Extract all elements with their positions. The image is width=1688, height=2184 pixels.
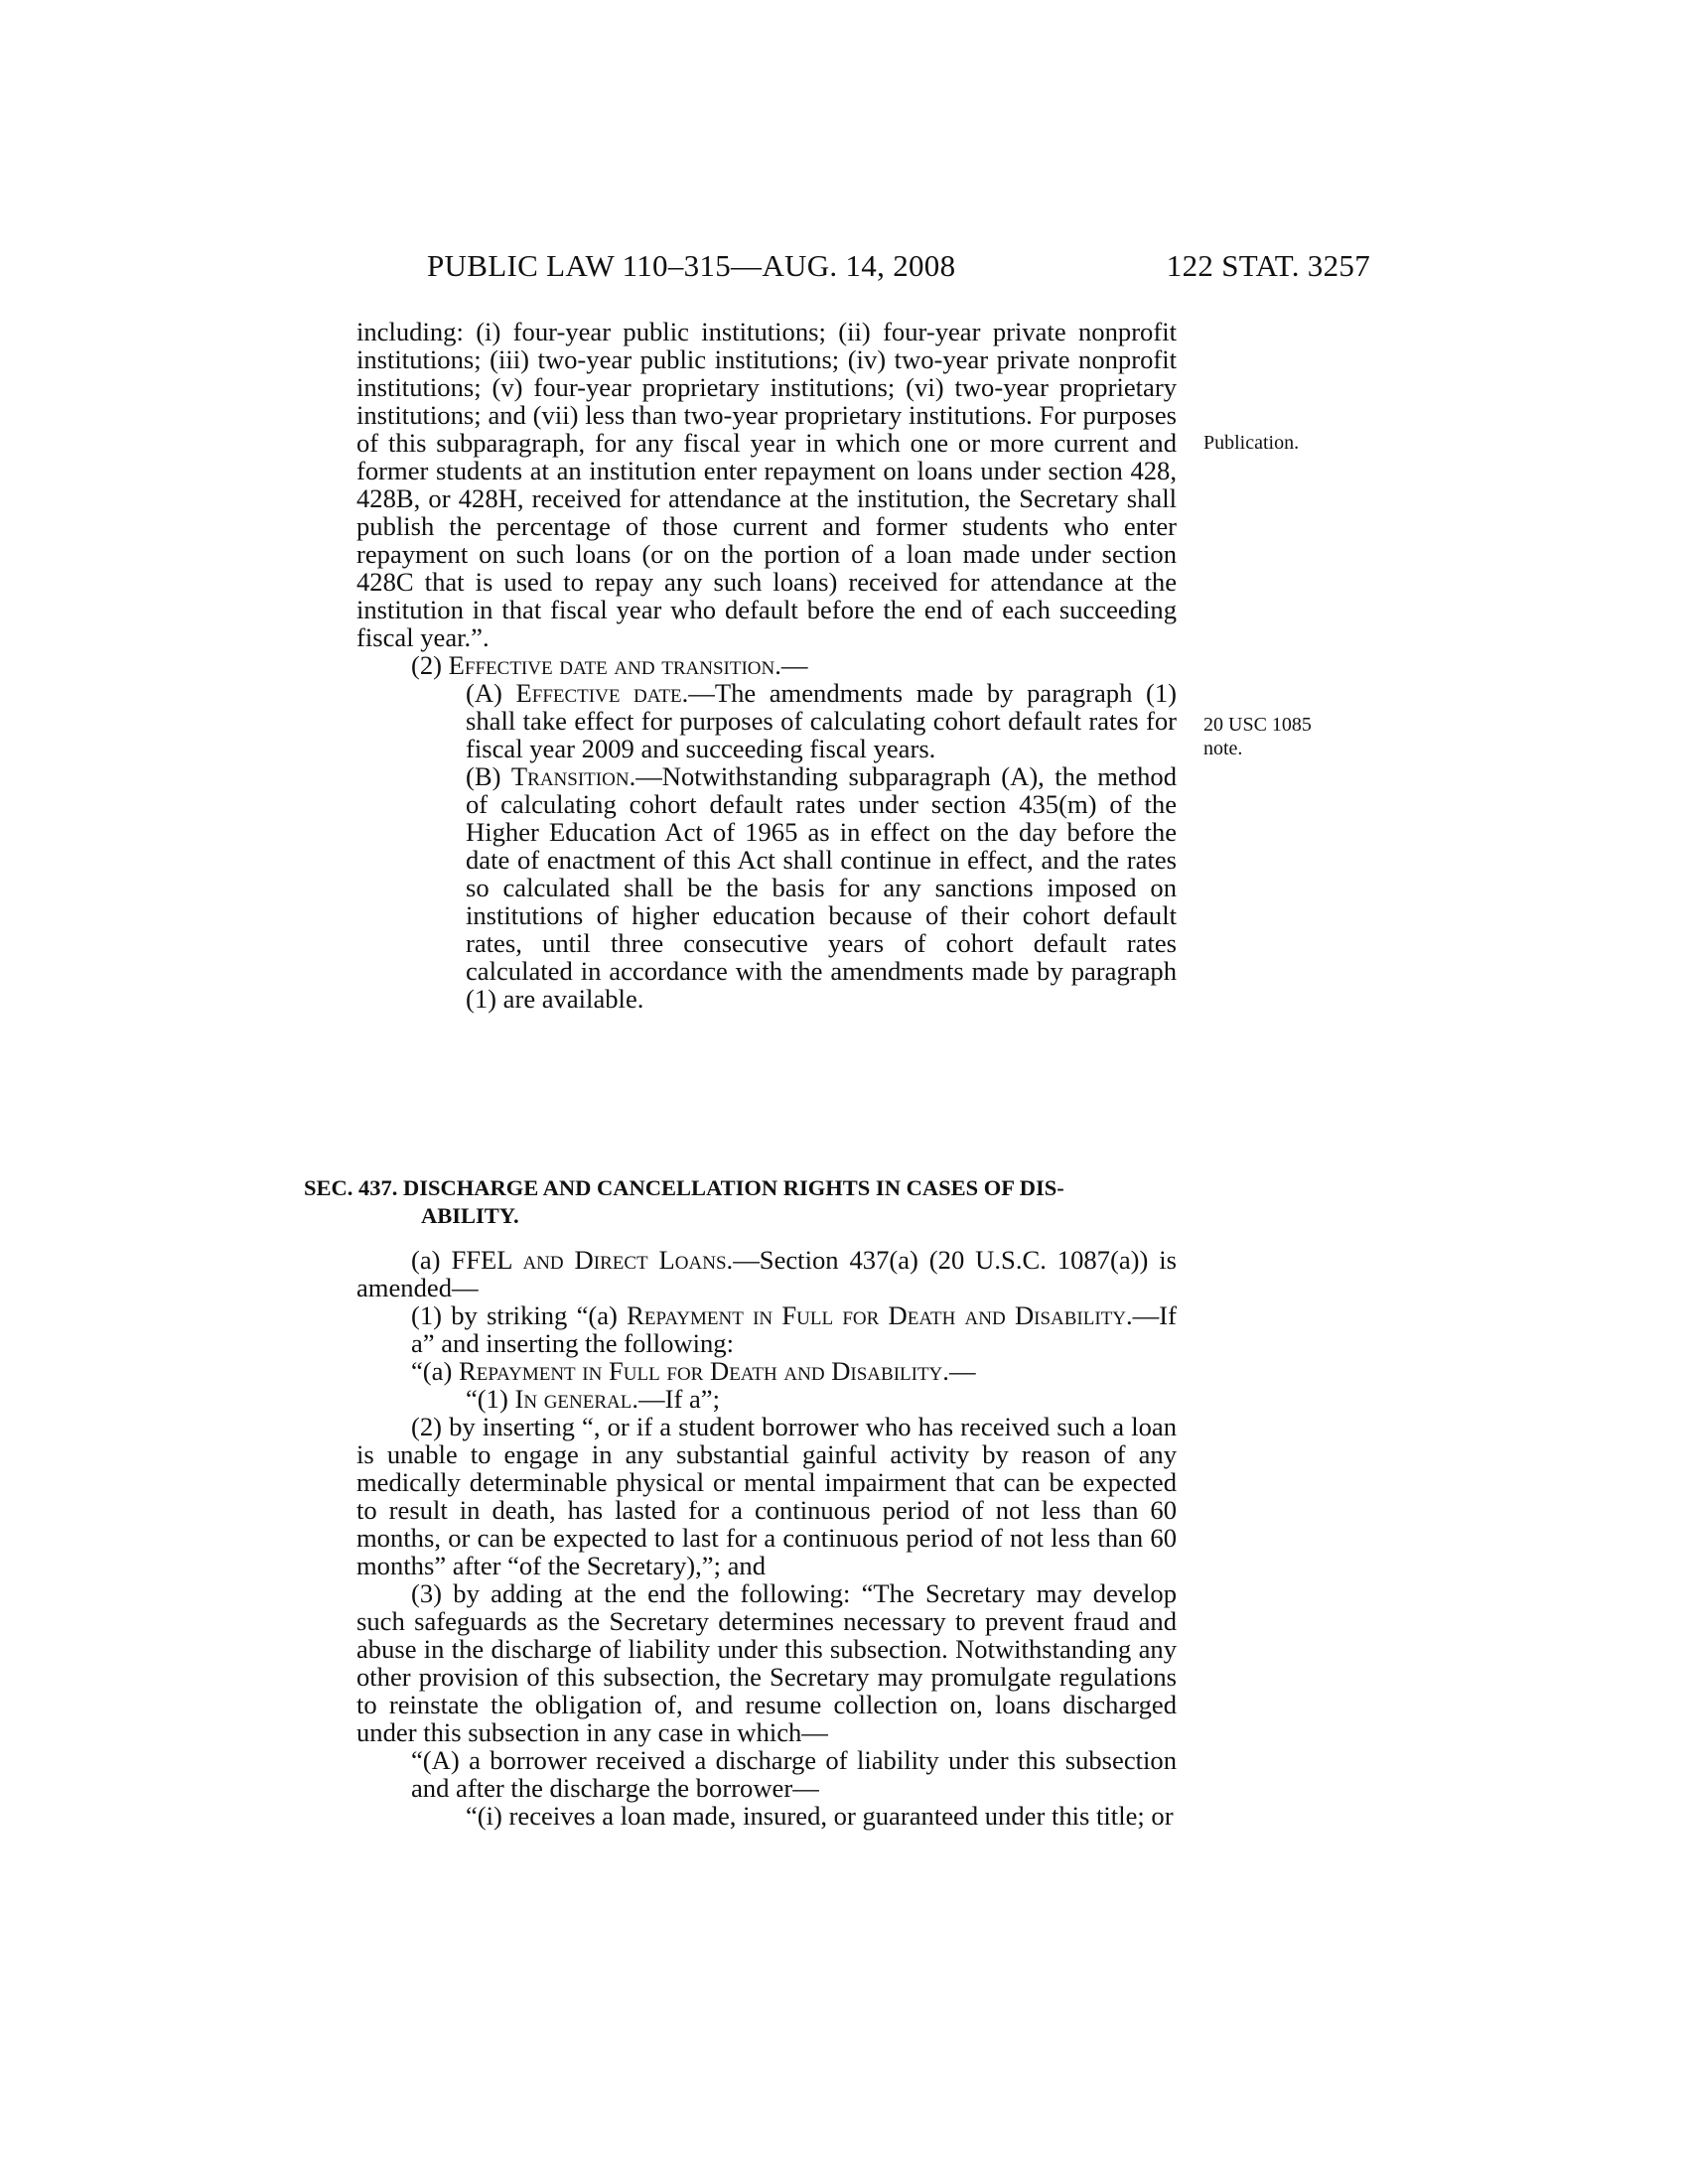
- quoted-paragraph-1-in-general: [356, 1385, 1177, 1413]
- para-heading: Effective date: [515, 678, 682, 708]
- para-heading: Repayment in Full for Death and Disability: [627, 1300, 1127, 1330]
- para-heading: Repayment in Full for Death and Disability: [458, 1356, 943, 1386]
- para-dash: .—: [774, 650, 808, 680]
- text-block-cohort-default: [356, 318, 1177, 1013]
- paragraph-text: including: (i) four-year public institutions; (ii) four-year private nonprofit institutions; (iii) two-year public institutions; (iv) two-year private nonprofit institutions; (v) four-year proprietary institutions; (vi) two-year proprietary institutions; and (vii) less than two-year proprietary institutions. For purposes of this subparagraph, for any fiscal year in which one or more current and former students at an institution enter repayment on loans under section 428, 428B, or 428H, received for attendance at the institution, the Secretary shall publish the percentage of those current and former students who enter repayment on such loans (or on the portion of a loan made under section 428C that is used to repay any such loans) received for attendance at the institution in that fiscal year who default before the end of each succeeding fiscal year.”.: [356, 317, 1177, 652]
- paragraph-2-effective-date-and-transition: [356, 651, 1177, 679]
- paragraph-text: “(i) receives a loan made, insured, or guaranteed under this title; or: [466, 1801, 1174, 1831]
- section-heading-line2: ABILITY.: [421, 1203, 519, 1228]
- para-heading: FFEL and Direct Loans: [451, 1245, 727, 1275]
- paragraph-2-inserting: [356, 1413, 1177, 1579]
- paragraph-1-striking: [356, 1301, 1177, 1357]
- paragraph-text: “(A) a borrower received a discharge of liability under this subsection and after the discharge the borrower—: [411, 1745, 1177, 1803]
- header-stat-page: 122 STAT. 3257: [1166, 248, 1370, 283]
- margin-note-publication: Publication.: [1203, 432, 1300, 454]
- subparagraph-b-transition: [356, 762, 1177, 1013]
- section-heading-line1: SEC. 437. DISCHARGE AND CANCELLATION RIGHTS IN CASES OF DIS-: [304, 1175, 1064, 1200]
- quoted-clause-i: [466, 1802, 1177, 1830]
- para-heading: In general: [514, 1384, 633, 1414]
- paragraph-3-adding: [356, 1579, 1177, 1746]
- quoted-subparagraph-a: [411, 1746, 1177, 1802]
- para-number: (A): [466, 678, 516, 708]
- para-number: (a): [411, 1245, 452, 1275]
- paragraph-text: (1) by striking “(a): [411, 1300, 628, 1330]
- paragraph-institution-types: [356, 318, 1177, 651]
- section-heading: [304, 1174, 1177, 1230]
- paragraph-text: (2) by inserting “, or if a student borrower who has received such a loan is unable to engage in any substantial gainful activity by reason of any medically determinable physical or mental impairment that can be expected to result in death, has lasted for a continuous period of not less than 60 months, or can be expected to last for a continuous period of not less than 60 months” after “of the Secretary),”; and: [356, 1412, 1177, 1580]
- margin-note-usc-citation: [1203, 713, 1312, 760]
- page-header: [427, 248, 1370, 288]
- para-number: “(1): [466, 1384, 515, 1414]
- paragraph-text: .—If a”;: [632, 1384, 720, 1414]
- usc-citation-line1: 20 USC 1085: [1203, 714, 1312, 736]
- paragraph-text: .—Notwithstanding subparagraph (A), the method of calculating cohort default rates under section 435(m) of the Higher Education Act of 1965 as in effect on the day before the date of enactment of this Act shall continue in effect, and the rates so calculated shall be the basis for any sanctions imposed on institutions of higher education because of their cohort default rates, until three consecutive years of cohort default rates calculated in accordance with the amendments made by paragraph (1) are available.: [466, 761, 1177, 1014]
- quoted-subsection-a: [356, 1357, 1177, 1385]
- subparagraph-a-effective-date: [356, 679, 1177, 762]
- para-heading: Transition: [510, 761, 630, 791]
- para-heading: Effective date and transition: [448, 650, 775, 680]
- para-number: (2): [411, 650, 449, 680]
- text-block-discharge-rights: [356, 1246, 1177, 1830]
- subsection-a-ffel-direct-loans: [356, 1246, 1177, 1301]
- paragraph-text: .—The amendments made by paragraph (1) shall take effect for purposes of calculating cohort default rates for fiscal year 2009 and succeeding fiscal years.: [466, 678, 1177, 763]
- paragraph-text: (3) by adding at the end the following: “The Secretary may develop such safeguards as the Secretary determines necessary to prevent fraud and abuse in the discharge of liability under this subsection. Notwithstanding any other provision of this subsection, the Secretary may promulgate regulations to reinstate the obligation of, and resume collection on, loans discharged under this subsection in any case in which—: [356, 1578, 1177, 1747]
- usc-citation-line2: note.: [1203, 738, 1243, 759]
- para-number: “(a): [411, 1356, 459, 1386]
- header-public-law: PUBLIC LAW 110–315—AUG. 14, 2008: [427, 248, 956, 283]
- para-number: (B): [466, 761, 511, 791]
- paragraph-text: .—Section 437(a) (20 U.S.C. 1087(a)) is amended—: [356, 1245, 1178, 1302]
- para-dash: .—: [942, 1356, 976, 1386]
- paragraph-text: .—If a” and inserting the following:: [411, 1300, 1177, 1358]
